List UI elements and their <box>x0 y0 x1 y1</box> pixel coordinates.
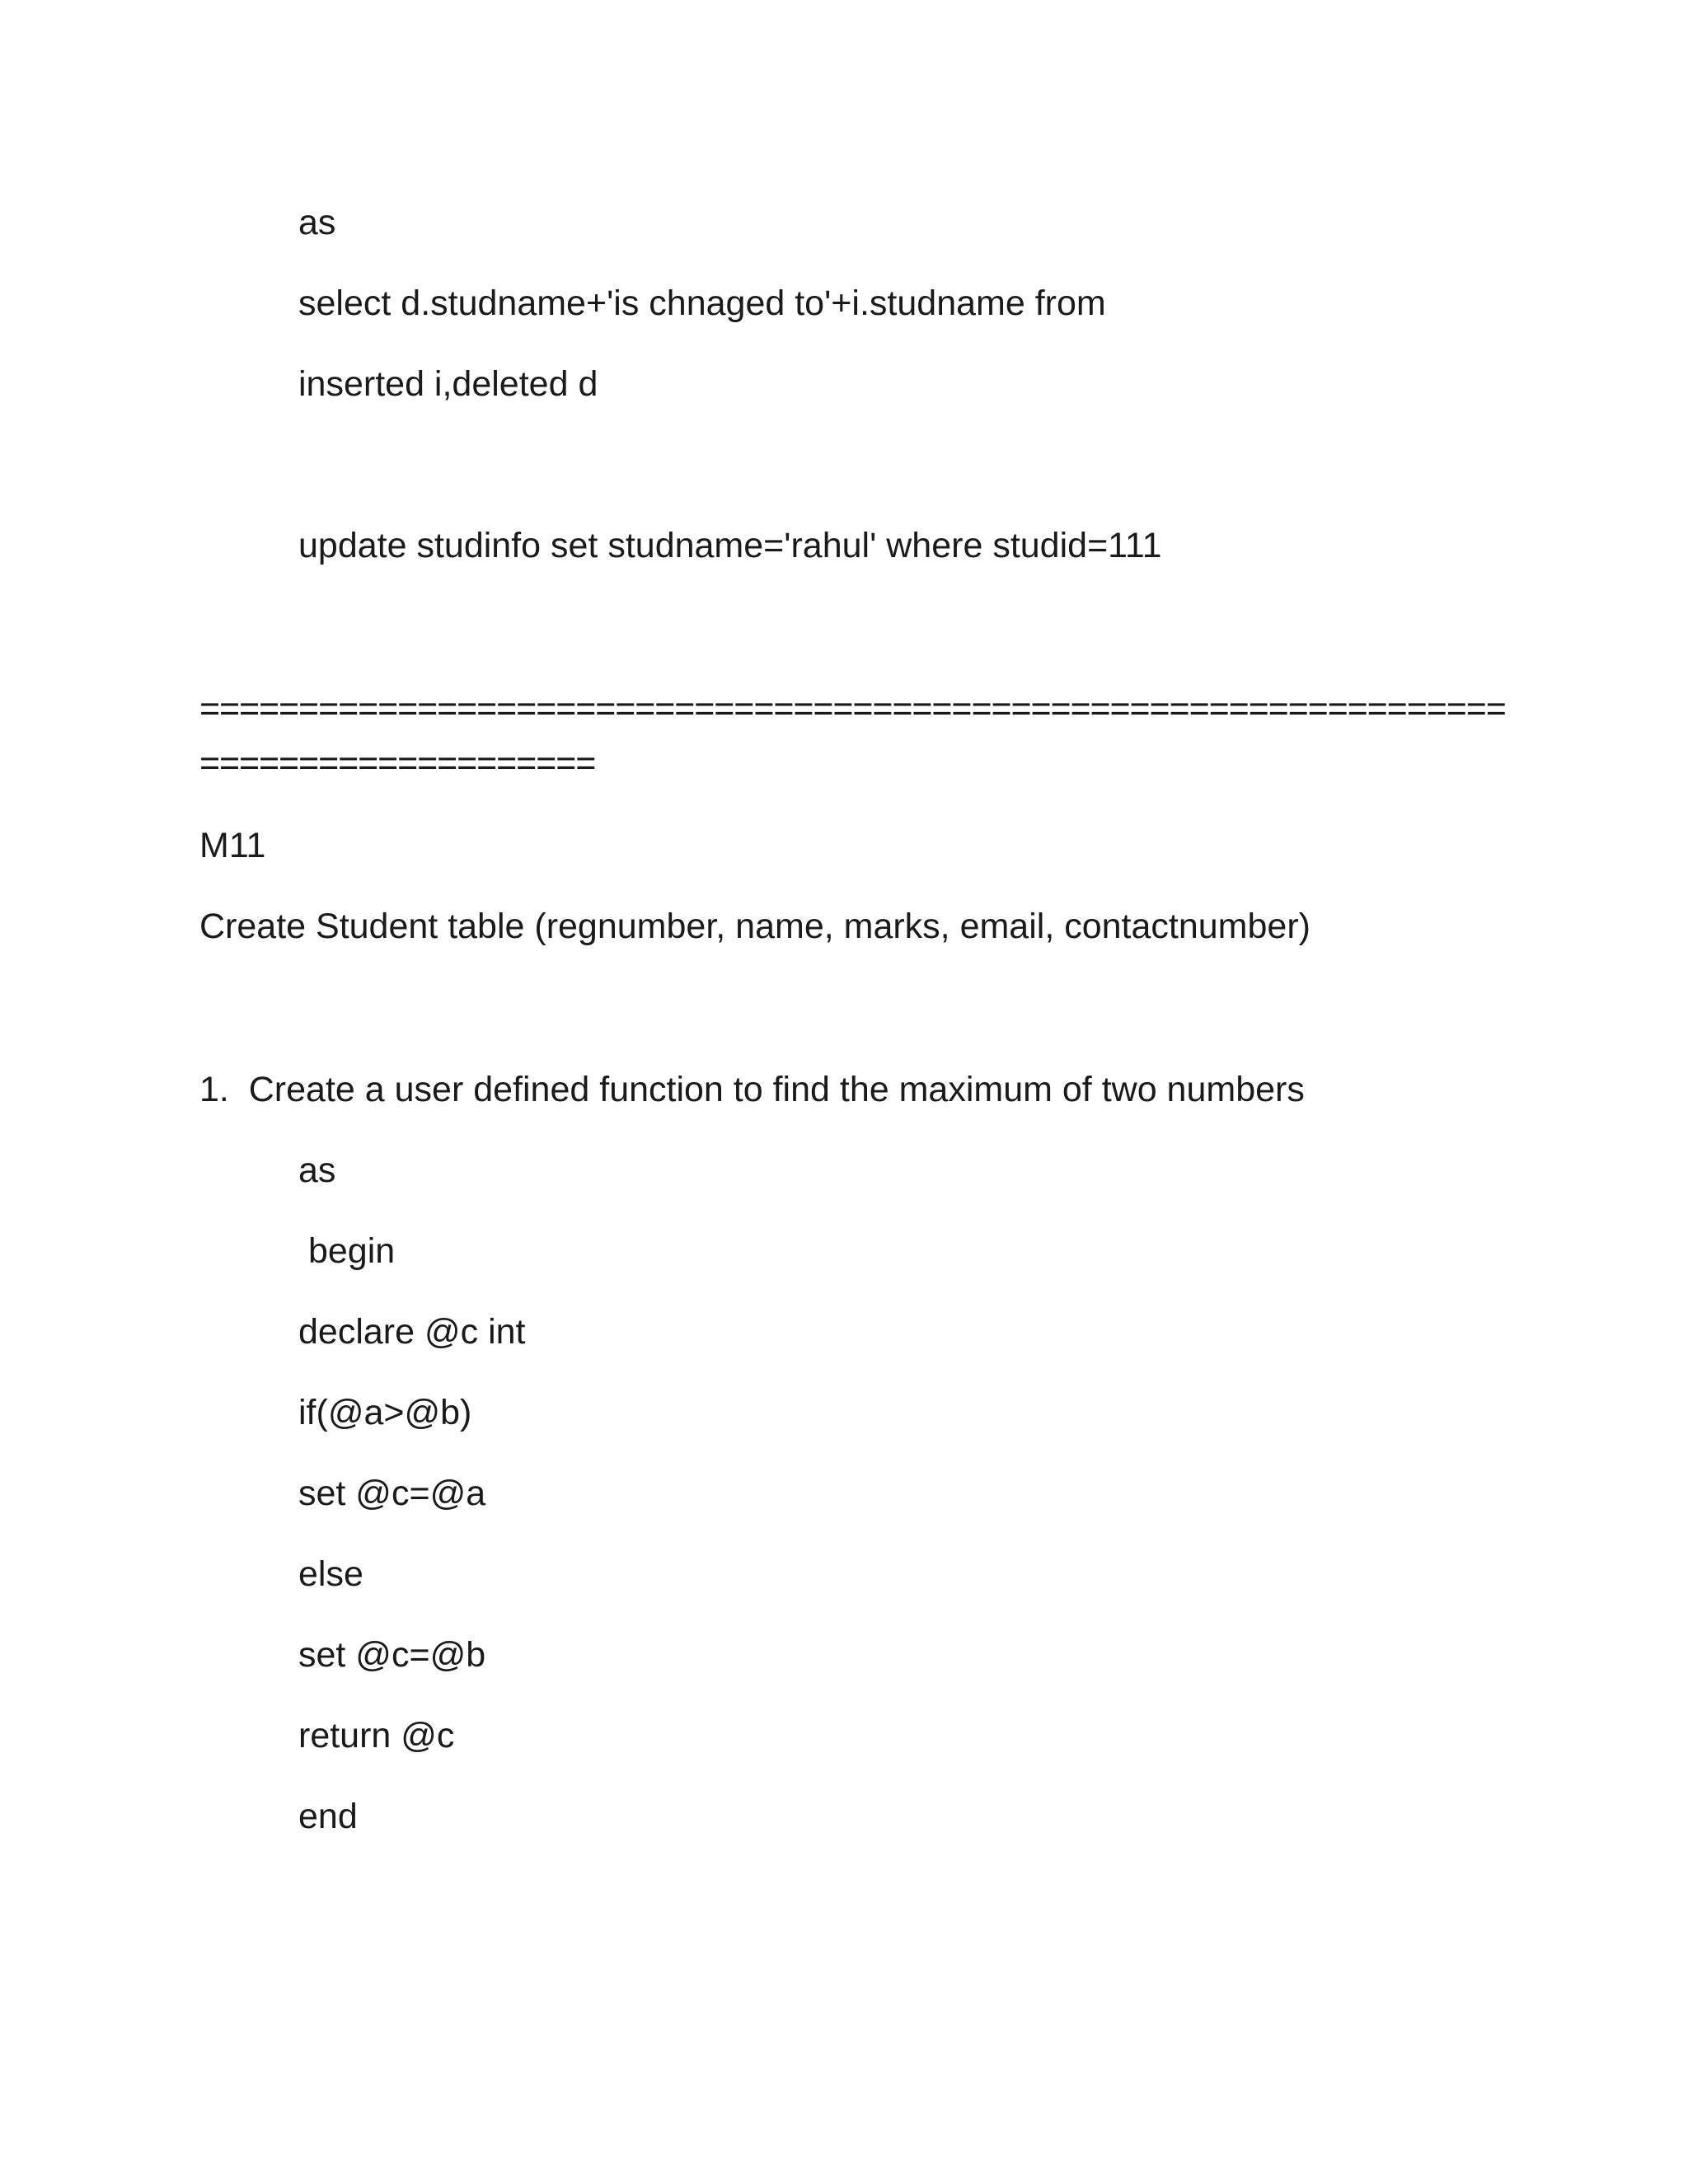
table-description: Create Student table (regnumber, name, marks, email, contactnumber) <box>199 907 1311 946</box>
question-1: 1. Create a user defined function to find the maximum of two numbers <box>199 1070 1305 1109</box>
code-line-declare: declare @c int <box>298 1312 526 1352</box>
code-line-end: end <box>298 1797 358 1836</box>
code-line-as-2: as <box>298 1151 336 1190</box>
separator-rule-2: ==================== <box>199 743 596 783</box>
code-line-update: update studinfo set studname='rahul' where studid=111 <box>298 526 1162 565</box>
code-line-inserted: inserted i,deleted d <box>298 364 598 404</box>
section-heading: M11 <box>199 826 266 865</box>
code-line-select: select d.studname+'is chnaged to'+i.studname from <box>298 284 1106 323</box>
code-line-set-b: set @c=@b <box>298 1635 486 1675</box>
code-line-else: else <box>298 1554 363 1594</box>
code-line-set-a: set @c=@a <box>298 1474 486 1513</box>
code-line-return: return @c <box>298 1716 455 1755</box>
code-line-as: as <box>298 203 336 242</box>
code-line-if: if(@a>@b) <box>298 1393 472 1432</box>
separator-rule-1: ================================================================== <box>199 689 1506 729</box>
code-line-begin: begin <box>298 1231 396 1271</box>
